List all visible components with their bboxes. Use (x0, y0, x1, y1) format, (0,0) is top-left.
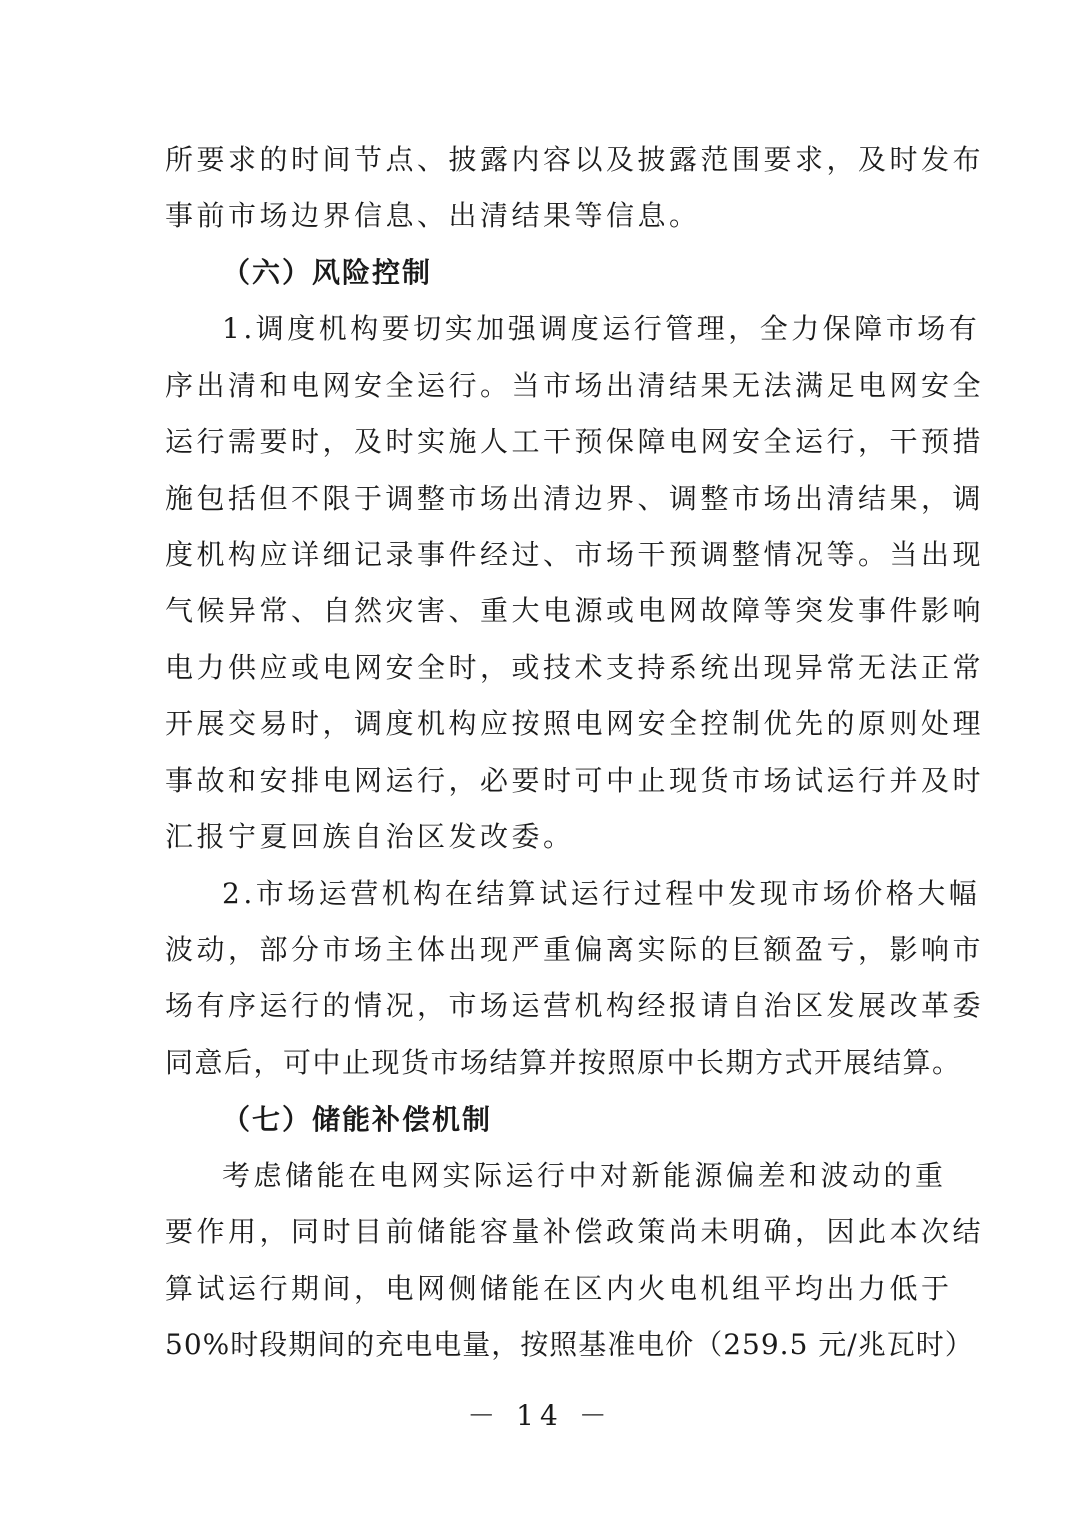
body-text-line: 事故和安排电网运行，必要时可中止现货市场试运行并及时 (165, 764, 985, 797)
body-text-line: 开展交易时，调度机构应按照电网安全控制优先的原则处理 (165, 707, 985, 740)
body-text-line: 同意后，可中止现货市场结算并按照原中长期方式开展结算。 (165, 1046, 962, 1079)
body-text-line: 所要求的时间节点、披露内容以及披露范围要求，及时发布 (165, 143, 985, 176)
body-text-line: 50%时段期间的充电电量，按照基准电价（259.5 元/兆瓦时） (165, 1328, 974, 1361)
body-text-line: 事前市场边界信息、出清结果等信息。 (165, 199, 701, 232)
page-number: － 14 － (467, 1399, 613, 1432)
section-heading-storage-compensation: （七）储能补偿机制 (222, 1103, 493, 1136)
body-text-line: 汇报宁夏回族自治区发改委。 (165, 820, 575, 853)
body-text-line: 电力供应或电网安全时，或技术支持系统出现异常无法正常 (165, 651, 985, 684)
body-text-line: 气候异常、自然灾害、重大电源或电网故障等突发事件影响 (165, 594, 985, 627)
body-text-line: 场有序运行的情况，市场运营机构经报请自治区发展改革委 (165, 989, 985, 1022)
body-text-line: 算试运行期间，电网侧储能在区内火电机组平均出力低于 (165, 1272, 953, 1305)
body-text-line: 波动，部分市场主体出现严重偏离实际的巨额盈亏，影响市 (165, 933, 985, 966)
body-text-line: 1.调度机构要切实加强调度运行管理，全力保障市场有 (222, 312, 981, 345)
body-text-line: 序出清和电网安全运行。当市场出清结果无法满足电网安全 (165, 369, 985, 402)
body-text-line: 2.市场运营机构在结算试运行过程中发现市场价格大幅 (222, 877, 981, 910)
body-text-line: 考虑储能在电网实际运行中对新能源偏差和波动的重 (222, 1159, 947, 1192)
body-text-line: 施包括但不限于调整市场出清边界、调整市场出清结果，调 (165, 482, 985, 515)
body-text-line: 运行需要时，及时实施人工干预保障电网安全运行，干预措 (165, 425, 985, 458)
body-text-line: 度机构应详细记录事件经过、市场干预调整情况等。当出现 (165, 538, 985, 571)
section-heading-risk-control: （六）风险控制 (222, 256, 433, 289)
body-text-line: 要作用，同时目前储能容量补偿政策尚未明确，因此本次结 (165, 1215, 985, 1248)
